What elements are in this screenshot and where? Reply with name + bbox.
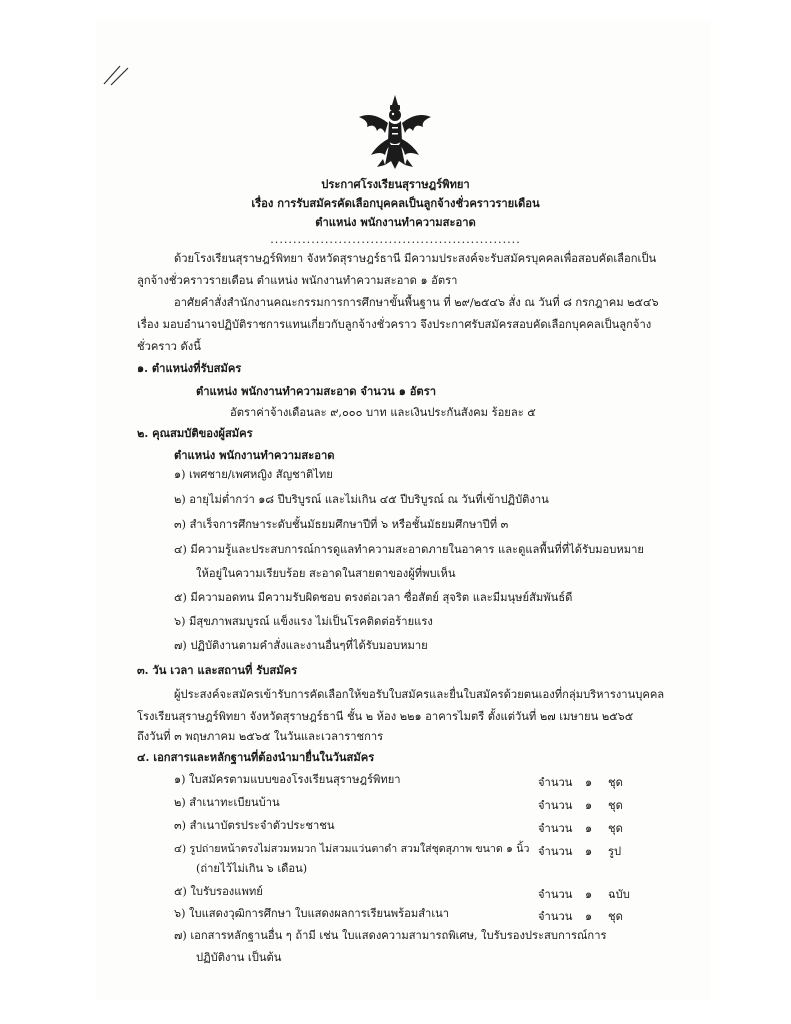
intro-line-2: ลูกจ้างชั่วคราวรายเดือน ตำแหน่ง พนักงานทำความสะอาด ๑ อัตรา	[137, 274, 458, 287]
document-item-note: (ถ่ายไว้ไม่เกิน ๖ เดือน)	[196, 862, 308, 875]
document-item: ๖) ใบแสดงวุฒิการศึกษา ใบแสดงผลการเรียนพร้อมสำเนา	[174, 907, 450, 920]
item-quantity-label: จำนวน	[538, 776, 573, 789]
divider-dots: .......................................................	[270, 233, 521, 246]
item-quantity-number: ๑	[585, 799, 593, 812]
qualification-item: ๗) ปฏิบัติงานตามคำสั่งและงานอื่นๆที่ได้รับมอบหมาย	[174, 639, 428, 652]
section1-salary: อัตราค่าจ้างเดือนละ ๙,๐๐๐ บาท และเงินประกันสังคม ร้อยละ ๕	[230, 406, 536, 419]
item-quantity-unit: ชุด	[608, 776, 623, 789]
section1-heading: ๑. ตำแหน่งที่รับสมัคร	[137, 361, 242, 375]
garuda-emblem	[355, 93, 435, 171]
section3-line-3: ถึงวันที่ ๓ พฤษภาคม ๒๕๖๕ ในวันและเวลาราชการ	[137, 730, 384, 743]
announcement-subject: เรื่อง การรับสมัครคัดเลือกบุคคลเป็นลูกจ้างชั่วคราวรายเดือน	[251, 196, 540, 210]
intro-line-1: ด้วยโรงเรียนสุราษฎร์พิทยา จังหวัดสุราษฎร์ธานี มีความประสงค์จะรับสมัครบุคคลเพื่อสอบคัดเลือกเป็น	[174, 252, 657, 265]
section1-position: ตำแหน่ง พนักงานทำความสะอาด จำนวน ๑ อัตรา	[196, 384, 436, 398]
section3-heading: ๓. วัน เวลา และสถานที่ รับสมัคร	[137, 663, 298, 677]
item-quantity-number: ๑	[585, 822, 593, 835]
document-item: ๕) ใบรับรองแพทย์	[174, 885, 263, 898]
qualification-item: ๓) สำเร็จการศึกษาระดับชั้นมัธยมศึกษาปีที่ ๖ หรือชั้นมัธยมศึกษาปีที่ ๓	[174, 518, 509, 531]
handwritten-slash-mark	[102, 62, 132, 86]
item-quantity-label: จำนวน	[538, 845, 573, 858]
item-quantity-unit: ฉบับ	[608, 888, 630, 901]
qualification-item: ๖) มีสุขภาพสมบูรณ์ แข็งแรง ไม่เป็นโรคติดต่อร้ายแรง	[174, 615, 433, 628]
qualification-item-continued: ให้อยู่ในความเรียบร้อย สะอาดในสายตาของผู้ที่พบเห็น	[196, 567, 456, 580]
document-item: ๗) เอกสารหลักฐานอื่น ๆ ถ้ามี เช่น ใบแสดงความสามารถพิเศษ, ใบรับรองประสบการณ์การ	[174, 929, 607, 942]
item-quantity-unit: ชุด	[608, 799, 623, 812]
qualification-item: ๕) มีความอดทน มีความรับผิดชอบ ตรงต่อเวลา ซื่อสัตย์ สุจริต และมีมนุษย์สัมพันธ์ดี	[174, 591, 573, 604]
item-quantity-number: ๑	[585, 776, 593, 789]
document-item: ๑) ใบสมัครตามแบบของโรงเรียนสุราษฎร์พิทยา	[174, 773, 401, 786]
item-quantity-number: ๑	[585, 910, 593, 923]
announcement-title: ประกาศโรงเรียนสุราษฎร์พิทยา	[321, 177, 470, 191]
document-item-continued: ปฏิบัติงาน เป็นต้น	[196, 951, 282, 964]
item-quantity-label: จำนวน	[538, 822, 573, 835]
item-quantity-label: จำนวน	[538, 799, 573, 812]
item-quantity-number: ๑	[585, 888, 593, 901]
qualification-item: ๔) มีความรู้และประสบการณ์การดูแลทำความสะอาดภายในอาคาร และดูแลพื้นที่ที่ได้รับมอบหมาย	[174, 543, 644, 556]
document-item: ๒) สำเนาทะเบียนบ้าน	[174, 796, 280, 809]
section2-heading: ๒. คุณสมบัติของผู้สมัคร	[137, 426, 253, 440]
item-quantity-label: จำนวน	[538, 888, 573, 901]
item-quantity-unit: ชุด	[608, 910, 623, 923]
item-quantity-number: ๑	[585, 845, 593, 858]
document-item: ๔) รูปถ่ายหน้าตรงไม่สวมหมวก ไม่สวมแว่นตาดำ สวมใส่ชุดสุภาพ ขนาด ๑ นิ้ว	[174, 843, 530, 855]
intro-line-4: เรื่อง มอบอำนาจปฏิบัติราชการแทนเกี่ยวกับลูกจ้างชั่วคราว จึงประกาศรับสมัครสอบคัดเลือกบุคคลเป็นลูกจ้าง	[137, 318, 652, 331]
item-quantity-unit: ชุด	[608, 822, 623, 835]
section2-subheading: ตำแหน่ง พนักงานทำความสะอาด	[174, 448, 335, 462]
section3-line-1: ผู้ประสงค์จะสมัครเข้ารับการคัดเลือกให้ขอรับใบสมัครและยื่นใบสมัครด้วยตนเองที่กลุ่มบริหารงานบุคคล	[174, 688, 665, 701]
intro-line-3: อาศัยคำสั่งสำนักงานคณะกรรมการการศึกษาขั้นพื้นฐาน ที่ ๒๙/๒๕๔๖ สั่ง ณ วันที่ ๘ กรกฎาคม ๒๕๔๖	[174, 296, 659, 309]
section4-heading: ๔. เอกสารและหลักฐานที่ต้องนำมายื่นในวันสมัคร	[137, 750, 375, 764]
document-item: ๓) สำเนาบัตรประจำตัวประชาชน	[174, 819, 335, 832]
qualification-item: ๑) เพศชาย/เพศหญิง สัญชาติไทย	[174, 468, 333, 481]
intro-line-5: ชั่วคราว ดังนี้	[137, 340, 201, 353]
item-quantity-unit: รูป	[608, 845, 622, 858]
item-quantity-label: จำนวน	[538, 910, 573, 923]
qualification-item: ๒) อายุไม่ต่ำกว่า ๑๘ ปีบริบูรณ์ และไม่เกิน ๔๕ ปีบริบูรณ์ ณ วันที่เข้าปฏิบัติงาน	[174, 493, 549, 506]
announcement-position: ตำแหน่ง พนักงานทำความสะอาด	[315, 215, 476, 229]
section3-line-2: โรงเรียนสุราษฎร์พิทยา จังหวัดสุราษฎร์ธานี ชั้น ๒ ห้อง ๒๒๑ อาคารไมตรี ตั้งแต่วันที่ ๒๗ เมษายน ๒๕๖๕	[137, 710, 634, 723]
